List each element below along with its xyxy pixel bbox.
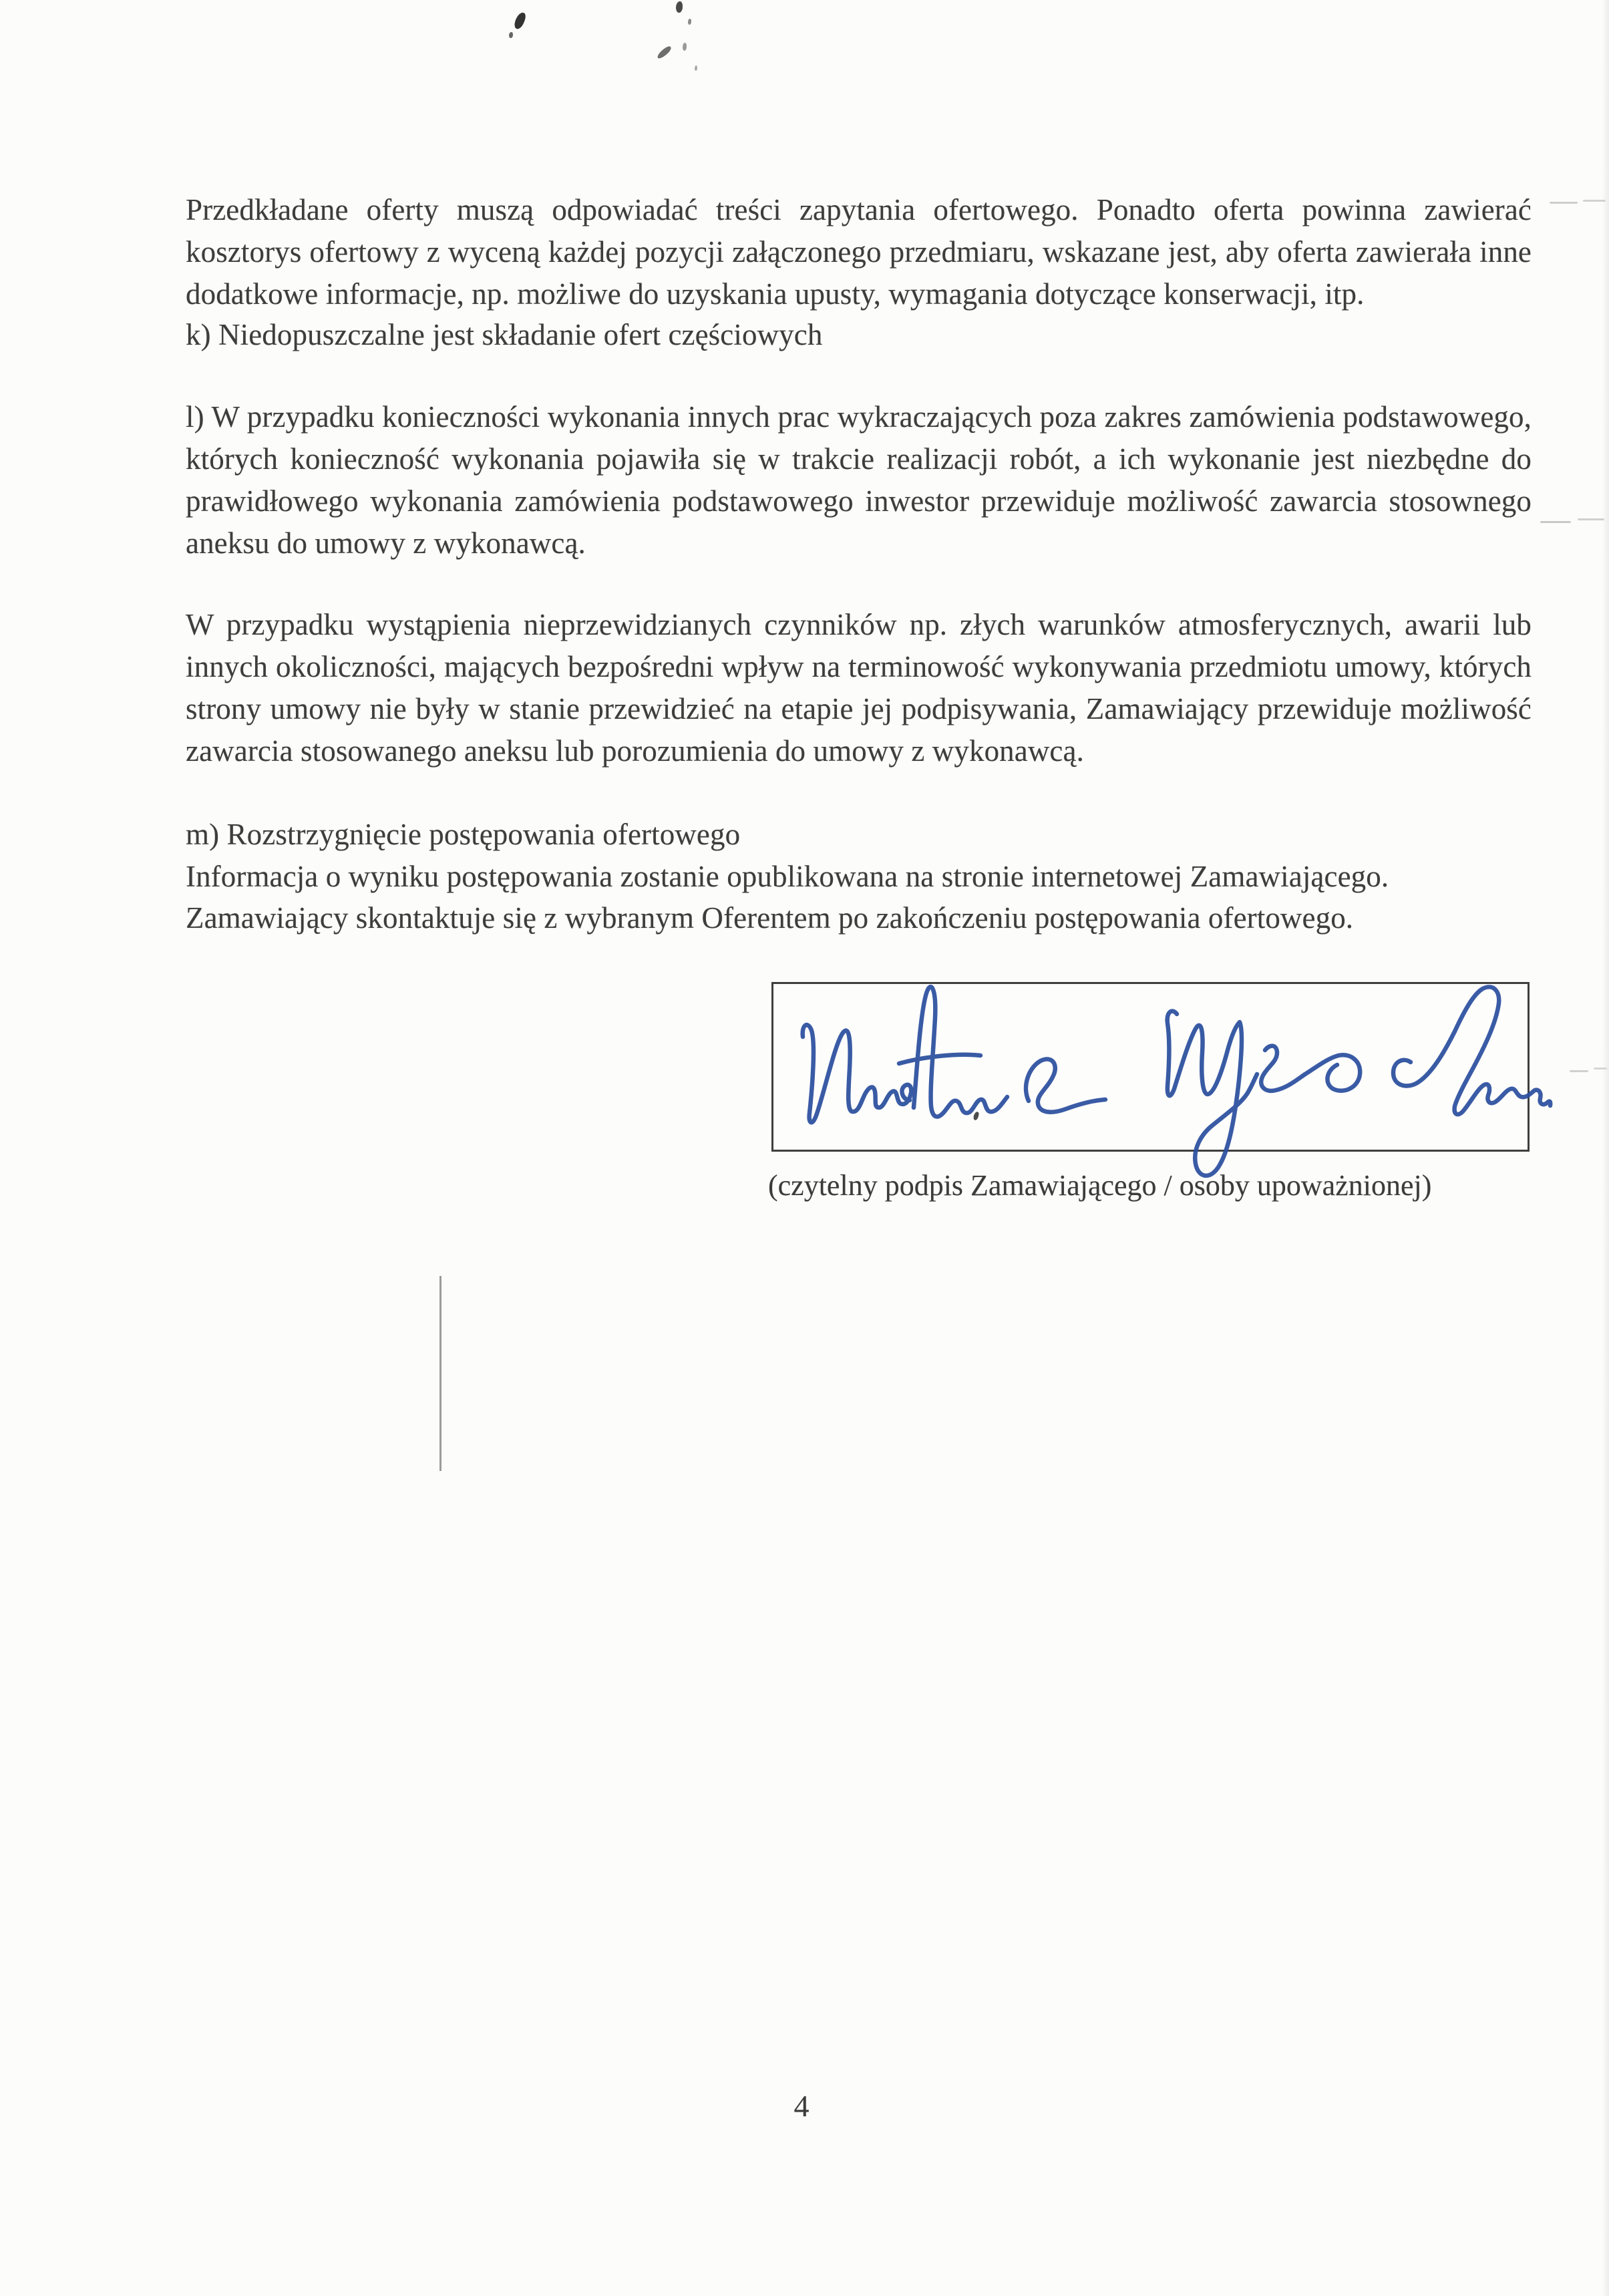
- scan-artifact-vertical-line: [439, 1276, 441, 1471]
- scan-artifact-speck: [509, 32, 513, 38]
- scan-artifact-dash: [1540, 521, 1571, 523]
- scan-artifact-speck: [676, 1, 683, 13]
- paragraph-point-k: k) Niedopuszczalne jest składanie ofert częściowych: [186, 318, 823, 351]
- page-number: 4: [793, 2089, 810, 2123]
- scan-artifact-smudge: [656, 45, 673, 59]
- signature-handwriting-icon: [768, 962, 1609, 1296]
- signature-stroke-teus: [914, 987, 1007, 1116]
- scan-artifact-speck: [695, 65, 697, 71]
- signature-stroke-m: [803, 1025, 912, 1122]
- scan-artifact-dash: [1578, 518, 1604, 520]
- paragraph-contact-info: Zamawiający skontaktuje się z wybranym Oferentem po zakończeniu postępowania ofertowego.: [186, 901, 1354, 935]
- scan-artifact-speck: [513, 11, 527, 31]
- signature-stroke-t-bar: [899, 1055, 980, 1063]
- signature-caption: (czytelny podpis Zamawiającego / osoby upoważnionej): [768, 1169, 1432, 1202]
- signature-stroke-so: [1261, 1046, 1360, 1091]
- signature-stroke-cki: [1393, 987, 1550, 1114]
- paragraph-unforeseen-factors: W przypadku wystąpienia nieprzewidzianych czynników np. złych warunków atmosferycznych, awarii lub innych okoliczności, mających bezpośredni wpływ na terminowość wykonywania przedmiotu umowy, których strony umowy nie były w stanie przewidzieć na etapie jej podpisywania, Zamawiający przewiduje możliwość zawarcia stosowanego aneksu lub porozumienia do umowy z wykonawcą.: [186, 608, 1532, 768]
- signature-stroke-wy: [1168, 1011, 1257, 1176]
- scan-artifact-speck: [688, 19, 691, 25]
- scan-artifact-speck: [683, 43, 687, 51]
- paragraph-result-info: Informacja o wyniku postępowania zostanie opublikowana na stronie internetowej Zamawiającego.: [186, 860, 1389, 893]
- paragraph-point-l: l) W przypadku konieczności wykonania innych prac wykraczających poza zakres zamówienia podstawowego, których konieczność wykonania pojawiła się w trakcie realizacji robót, a ich wykonanie jest niezbędne do prawidłowego wykonania zamówienia podstawowego inwestor przewiduje możliwość zawarcia stosownego aneksu do umowy z wykonawcą.: [186, 400, 1532, 560]
- scan-artifact-dash: [1550, 202, 1578, 204]
- signature-stroke-sz: [1026, 1059, 1105, 1112]
- paragraph-point-m: m) Rozstrzygnięcie postępowania ofertowego: [186, 818, 741, 851]
- scan-artifact-dash: [1583, 200, 1606, 202]
- paragraph-offers-requirements: Przedkładane oferty muszą odpowiadać treści zapytania ofertowego. Ponadto oferta powinna zawierać kosztorys ofertowy z wyceną każdej pozycji załączonego przedmiaru, wskazane jest, aby oferta zawierała inne dodatkowe informacje, np. możliwe do uzyskania upusty, wymagania dotyczące konserwacji, itp.: [186, 193, 1532, 311]
